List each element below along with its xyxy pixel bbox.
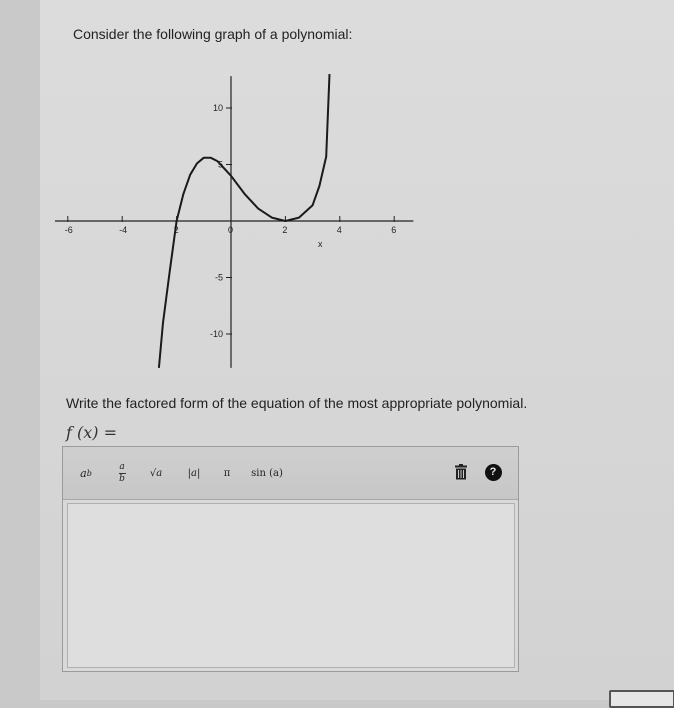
pi-button[interactable]: [214, 459, 240, 487]
question-prompt: Consider the following graph of a polynomial:: [73, 26, 353, 42]
pi-icon: π: [223, 467, 231, 479]
sin-button[interactable]: [243, 459, 291, 487]
help-icon: ?: [485, 464, 502, 481]
clear-button[interactable]: [450, 459, 472, 485]
y-tick-label: -5: [214, 272, 223, 283]
fraction-numerator: a: [119, 461, 125, 472]
function-label: f (x) =: [66, 423, 118, 442]
polynomial-graph: [55, 40, 415, 385]
help-button[interactable]: [481, 460, 505, 484]
instruction-text: Write the factored form of the equation of the most appropriate polynomial.: [66, 395, 528, 411]
axes: [55, 76, 413, 368]
exponent-button[interactable]: [73, 459, 99, 487]
partial-button[interactable]: [609, 690, 674, 708]
exponent-base: a: [80, 466, 87, 480]
fraction-button[interactable]: [109, 459, 135, 487]
x-tick-label: 6: [391, 225, 397, 235]
exponent-power: b: [86, 468, 92, 478]
fraction-icon: [119, 463, 126, 484]
math-toolbar: [63, 447, 518, 500]
x-tick-label: 2: [282, 225, 288, 235]
sqrt-button[interactable]: [143, 459, 169, 487]
abs-icon: |a|: [187, 467, 201, 479]
y-tick-label: 10: [212, 103, 223, 113]
trash-icon: [454, 464, 468, 480]
answer-input[interactable]: [67, 503, 515, 668]
sin-icon: sin (a): [251, 467, 283, 479]
x-tick-label: -6: [64, 225, 73, 235]
math-answer-editor: [62, 446, 519, 672]
y-tick-label: 5: [217, 159, 223, 170]
x-tick-label: 0: [228, 225, 234, 235]
x-tick-label: 2: [173, 225, 179, 235]
x-tick-label: -4: [119, 225, 128, 235]
x-axis-label: x: [318, 239, 323, 249]
sqrt-icon: √a: [149, 467, 163, 479]
x-tick-label: 4: [336, 225, 342, 235]
y-tick-label: -10: [209, 329, 223, 339]
abs-button[interactable]: [181, 459, 207, 487]
fraction-denominator: b: [119, 473, 125, 484]
